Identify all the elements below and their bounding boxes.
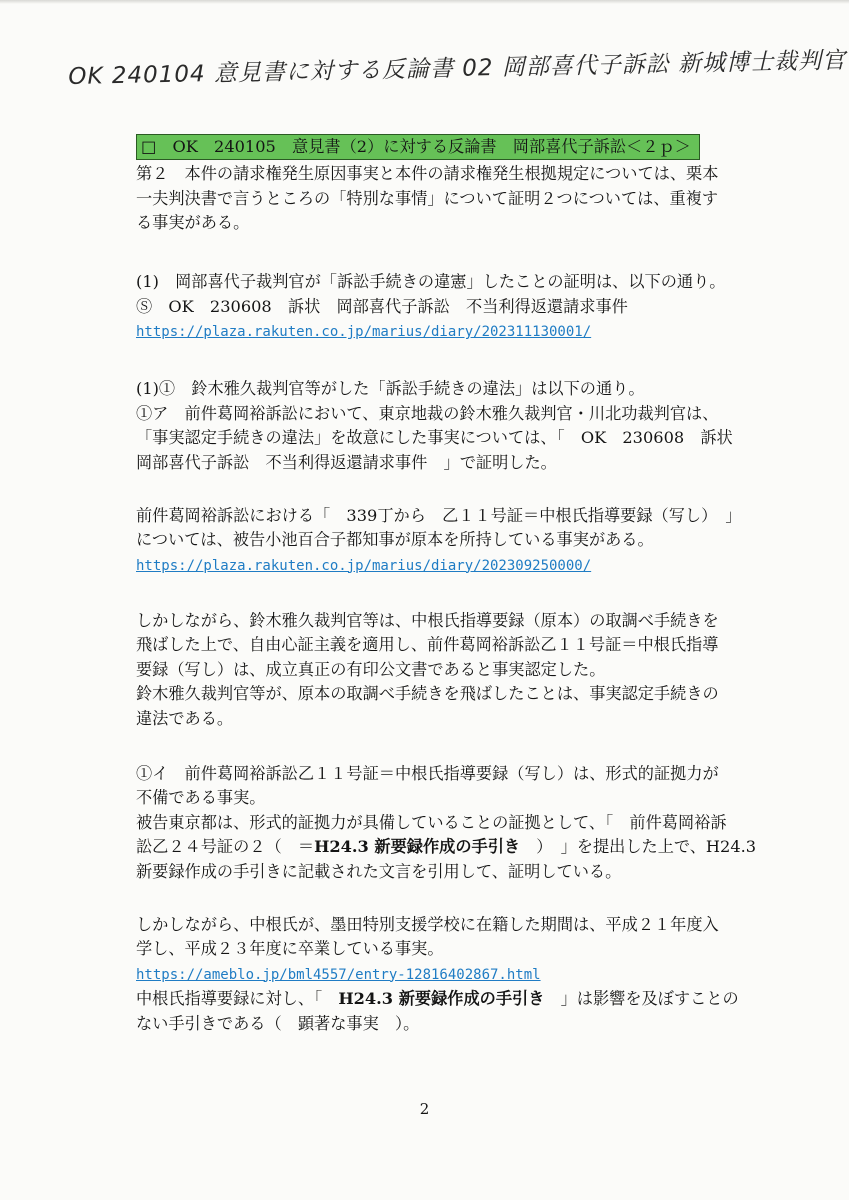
- text-line: ない手引きである（ 顕著な事実 ）。: [136, 1013, 420, 1033]
- diary-link-1[interactable]: https://plaza.rakuten.co.jp/marius/diary/202311130001/: [136, 324, 592, 340]
- bold-phrase: H24.3 新要録作成の手引き: [338, 989, 545, 1008]
- item-1-1: [136, 377, 816, 475]
- evidence-paragraph: [136, 504, 816, 579]
- text-line: 訟乙２４号証の２（ ＝H24.3 新要録作成の手引き ） 」を提出した上で、H24.3: [136, 837, 757, 856]
- however-paragraph-2: [136, 913, 816, 1037]
- item-1: [136, 270, 816, 345]
- text-line: 違法である。: [136, 708, 234, 728]
- text-line: Ⓢ OK 230608 訴状 岡部喜代子訴訟 不当利得返還請求事件: [136, 296, 628, 316]
- text-line: 岡部喜代子訴訟 不当利得返還請求事件 」で証明した。: [136, 452, 557, 472]
- scan-edge: [0, 0, 849, 4]
- text-line: 新要録作成の手引きに記載された文言を引用して、証明している。: [136, 861, 622, 881]
- text-line: (1)① 鈴木雅久裁判官等がした「訴訟手続きの違法」は以下の通り。: [136, 379, 645, 398]
- text-line: 中根氏指導要録に対し、「 H24.3 新要録作成の手引き 」は影響を及ぼすことの: [136, 989, 739, 1008]
- text-line: 飛ばした上で、自由心証主義を適用し、前件葛岡裕訴訟乙１１号証＝中根氏指導: [136, 635, 719, 654]
- highlighted-heading: □ OK 240105 意見書（2）に対する反論書 岡部喜代子訴訟＜２ｐ＞: [136, 134, 700, 160]
- text-line: 要録（写し）は、成立真正の有印公文書であると事実認定した。: [136, 659, 606, 679]
- text-line: 被告東京都は、形式的証拠力が具備していることの証拠として、「 前件葛岡裕訴: [136, 812, 727, 832]
- text-line: 不備である事実。: [136, 788, 266, 807]
- text-line: 一夫判決書で言うところの「特別な事情」について証明２つについては、重複す: [136, 188, 719, 208]
- item-1-i: [136, 762, 816, 885]
- bold-phrase: H24.3 新要録作成の手引き: [314, 837, 521, 856]
- text-line: ①イ 前件葛岡裕訴訟乙１１号証＝中根氏指導要録（写し）は、形式的証拠力が: [136, 763, 719, 783]
- section-2: [136, 162, 816, 236]
- text-line: 第２ 本件の請求権発生原因事実と本件の請求権発生根拠規定については、栗本: [136, 164, 719, 183]
- text-line: 鈴木雅久裁判官等が、原本の取調べ手続きを飛ばしたことは、事実認定手続きの: [136, 684, 719, 703]
- however-paragraph-1: [136, 609, 816, 732]
- diary-link-2[interactable]: https://plaza.rakuten.co.jp/marius/diary/202309250000/: [136, 557, 592, 574]
- text-line: 前件葛岡裕訴訟における「 339丁から 乙１１号証＝中根氏指導要録（写し） 」: [136, 505, 742, 525]
- text-line: しかしながら、鈴木雅久裁判官等は、中根氏指導要録（原本）の取調べ手続きを: [136, 610, 719, 630]
- ameblo-link[interactable]: https://ameblo.jp/bml4557/entry-12816402867.html: [136, 966, 541, 983]
- text-line: ①ア 前件葛岡裕訴訟において、東京地裁の鈴木雅久裁判官・川北功裁判官は、: [136, 403, 719, 423]
- text-line: る事実がある。: [136, 213, 250, 232]
- text-line: しかしながら、中根氏が、墨田特別支援学校に在籍した期間は、平成２１年度入: [136, 914, 719, 934]
- text-line: 「事実認定手続きの違法」を故意にした事実については、「 OK 230608 訴状: [136, 428, 733, 447]
- text-line: については、被告小池百合子都知事が原本を所持している事実がある。: [136, 530, 654, 549]
- text-line: (1) 岡部喜代子裁判官が「訴訟手続きの違憲」したことの証明は、以下の通り。: [136, 272, 726, 291]
- page-number: 2: [419, 1100, 430, 1118]
- text-line: 学し、平成２３年度に卒業している事実。: [136, 939, 444, 958]
- document-body: [136, 134, 816, 1036]
- handwritten-note: OK 240104 意見書に対する反論書 02 岡部喜代子訴訟 新城博士裁判官: [68, 47, 847, 90]
